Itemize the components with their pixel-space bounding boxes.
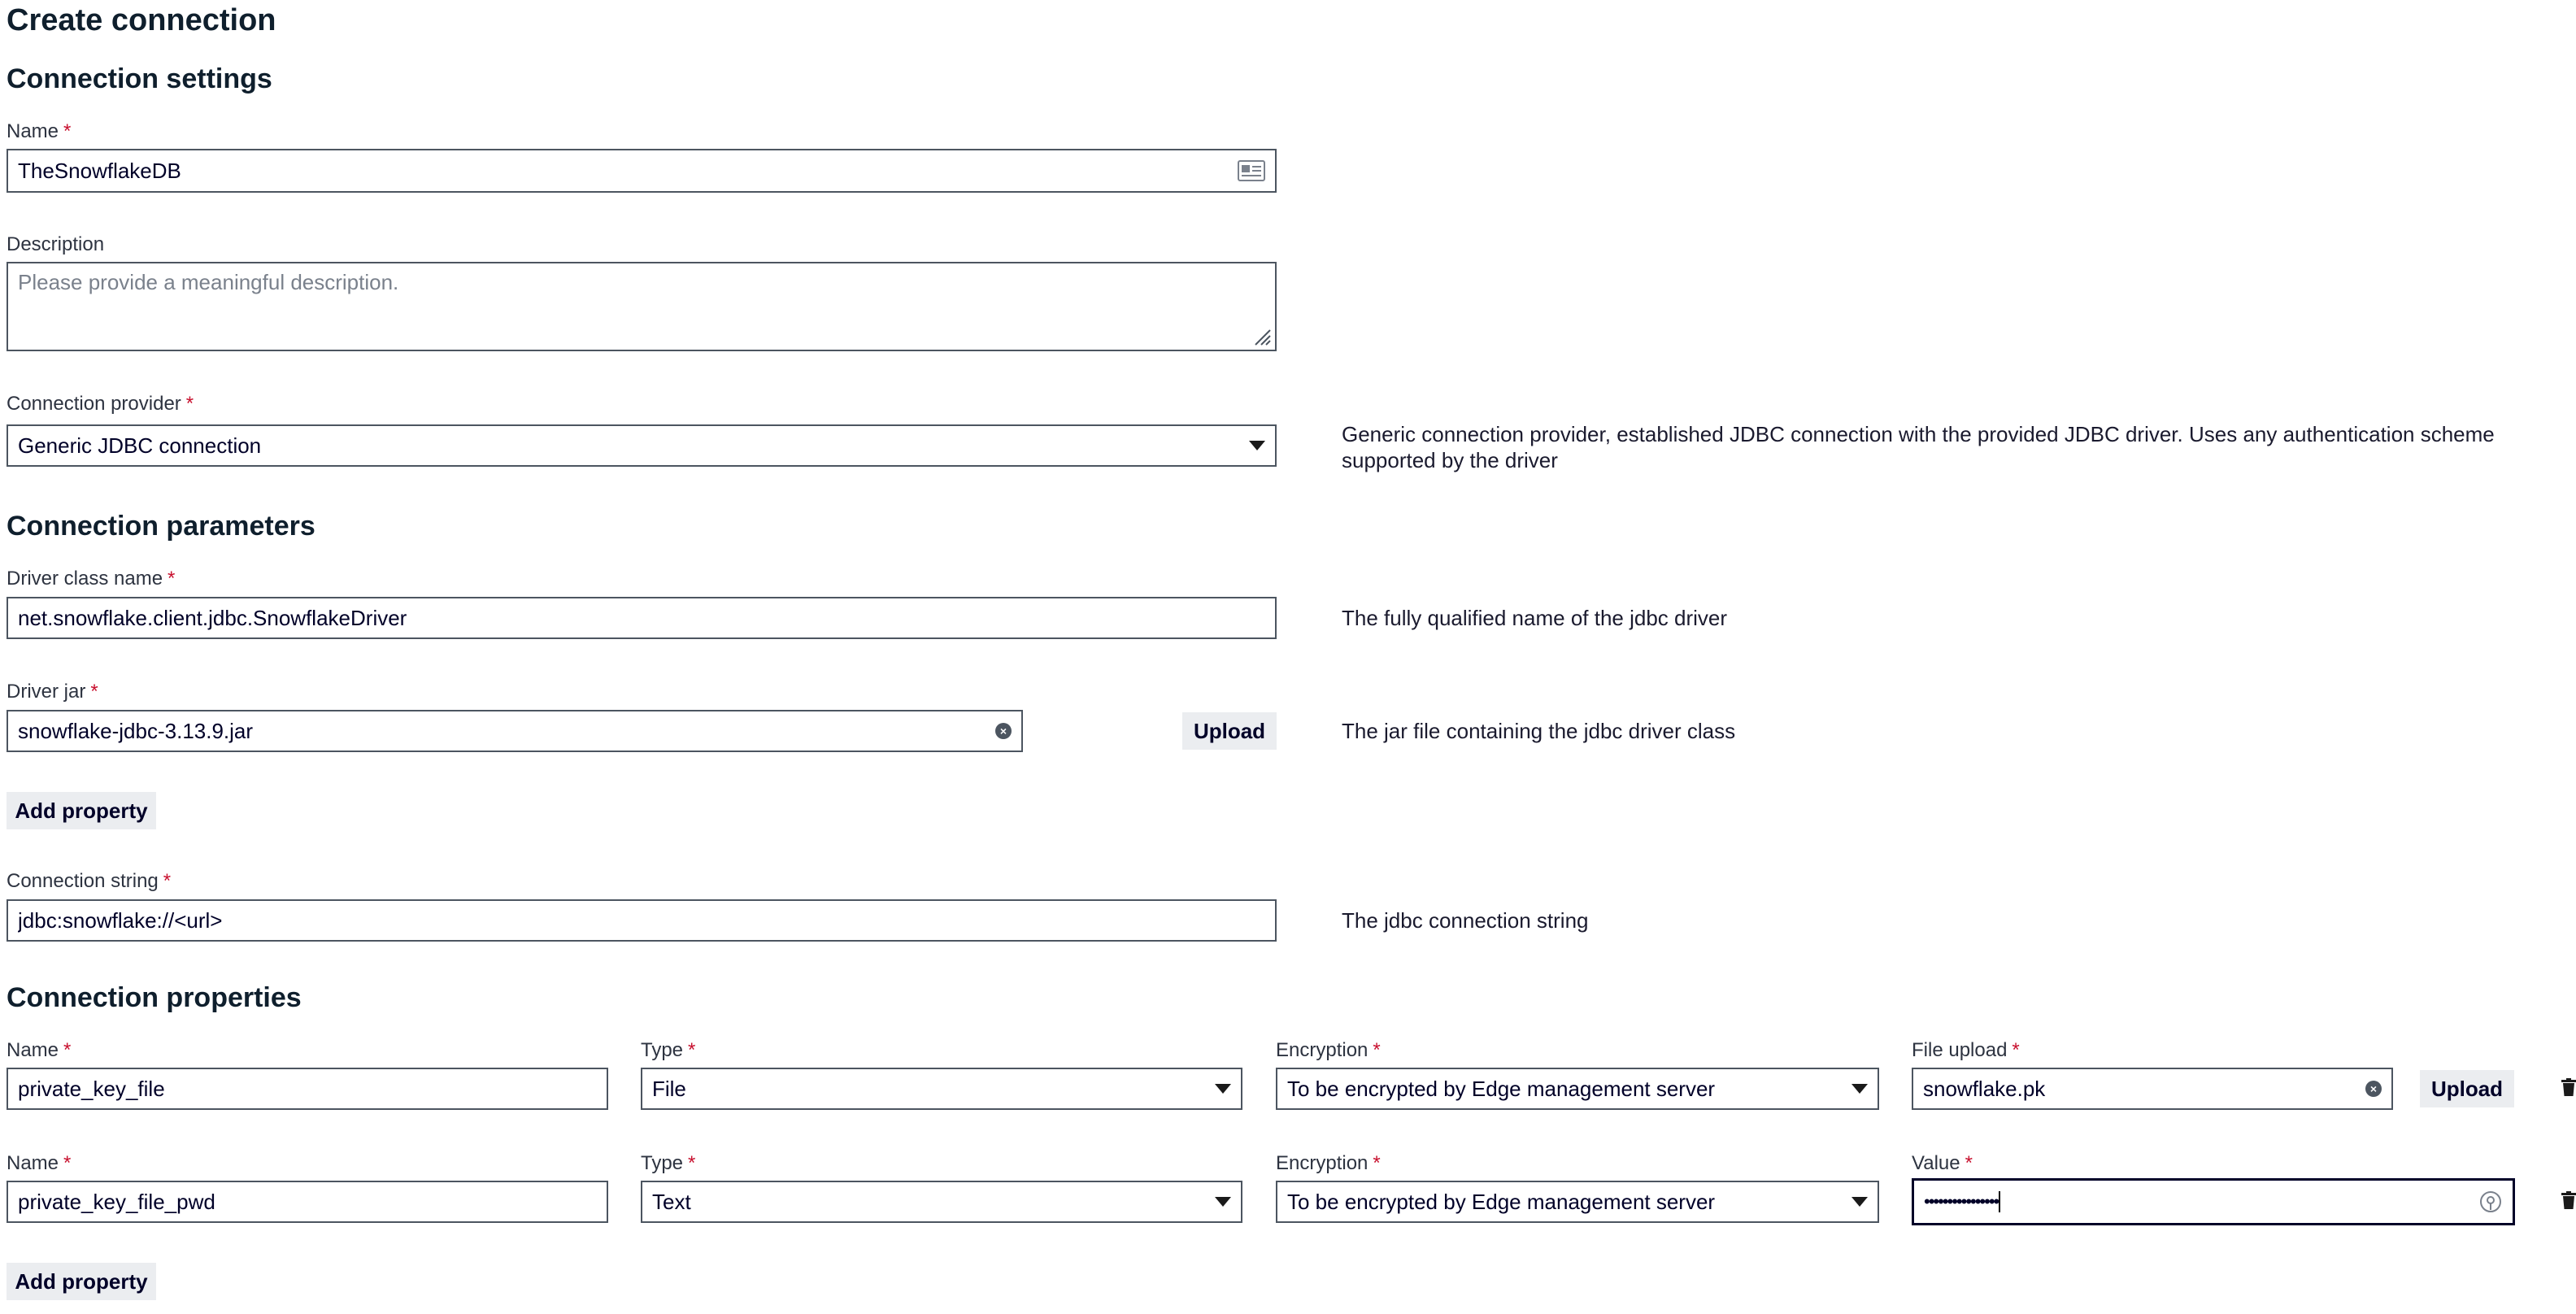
password-reveal-icon[interactable] [2478, 1190, 2503, 1214]
section-heading-parameters: Connection parameters [7, 511, 315, 542]
connection-string-help: The jdbc connection string [1342, 908, 1589, 933]
driver-jar-value: snowflake-jdbc-3.13.9.jar [18, 718, 254, 743]
provider-label: Connection provider * [7, 393, 194, 415]
provider-select[interactable] [7, 424, 1277, 467]
section-heading-settings: Connection settings [7, 63, 272, 94]
property-upload-button[interactable]: Upload [2420, 1070, 2514, 1107]
property-type-value: File [652, 1076, 686, 1101]
chevron-down-icon [1215, 1084, 1231, 1094]
description-textarea[interactable] [7, 262, 1277, 351]
property-encryption-value: To be encrypted by Edge management server [1287, 1076, 1716, 1101]
chevron-down-icon [1249, 441, 1265, 450]
property-file-upload-input[interactable] [1912, 1068, 2393, 1110]
property-value-password-input[interactable] [1912, 1178, 2515, 1225]
property-name-label: Name * [7, 1152, 72, 1174]
connection-string-input[interactable] [7, 899, 1277, 942]
driver-class-help: The fully qualified name of the jdbc driver [1342, 606, 1728, 630]
add-property-button[interactable]: Add property [7, 1263, 156, 1300]
property-type-value: Text [652, 1189, 691, 1214]
property-name-value: private_key_file [18, 1076, 165, 1101]
description-label: Description [7, 233, 105, 255]
driver-class-value: net.snowflake.client.jdbc.SnowflakeDriver [18, 605, 407, 630]
resize-handle-icon[interactable] [1254, 328, 1272, 346]
property-encryption-select[interactable] [1276, 1068, 1879, 1110]
trash-icon[interactable] [2561, 1191, 2576, 1209]
property-file-upload-value: snowflake.pk [1923, 1076, 2046, 1101]
chevron-down-icon [1215, 1197, 1231, 1207]
contact-card-icon [1238, 160, 1265, 181]
connection-string-value: jdbc:snowflake://<url> [18, 907, 223, 933]
property-encryption-label: Encryption * [1276, 1152, 1381, 1174]
add-property-button[interactable]: Add property [7, 792, 156, 829]
property-value-masked: •••••••••••••••• [1924, 1191, 2000, 1212]
chevron-down-icon [1852, 1197, 1868, 1207]
provider-help: Generic connection provider, established JDBC connection with the provided JDBC driver. Uses any authentication scheme supported by the driver [1342, 422, 2495, 472]
property-encryption-label: Encryption * [1276, 1039, 1381, 1061]
name-input[interactable] [7, 149, 1277, 193]
property-encryption-value: To be encrypted by Edge management server [1287, 1189, 1716, 1214]
clear-icon[interactable]: × [995, 723, 1012, 739]
property-name-label: Name * [7, 1039, 72, 1061]
property-type-select[interactable] [641, 1181, 1242, 1223]
driver-jar-help: The jar file containing the jdbc driver class [1342, 719, 1736, 743]
property-name-input[interactable] [7, 1181, 608, 1223]
chevron-down-icon [1852, 1084, 1868, 1094]
name-label: Name * [7, 120, 72, 142]
property-file-upload-label: File upload * [1912, 1039, 2020, 1061]
driver-jar-label: Driver jar * [7, 681, 98, 703]
property-name-value: private_key_file_pwd [18, 1189, 215, 1214]
property-name-input[interactable] [7, 1068, 608, 1110]
driver-class-label: Driver class name * [7, 568, 176, 590]
provider-value: Generic JDBC connection [18, 433, 262, 458]
name-value: TheSnowflakeDB [18, 158, 181, 183]
property-type-label: Type * [641, 1039, 696, 1061]
page-title: Create connection [7, 3, 276, 37]
description-placeholder: Please provide a meaningful description. [18, 270, 399, 294]
property-type-select[interactable] [641, 1068, 1242, 1110]
property-value-label: Value * [1912, 1152, 1973, 1174]
driver-jar-upload-button[interactable]: Upload [1182, 712, 1277, 750]
clear-icon[interactable]: × [2365, 1081, 2382, 1097]
driver-class-input[interactable] [7, 597, 1277, 639]
property-encryption-select[interactable] [1276, 1181, 1879, 1223]
property-type-label: Type * [641, 1152, 696, 1174]
trash-icon[interactable] [2561, 1078, 2576, 1096]
connection-string-label: Connection string * [7, 870, 172, 892]
driver-jar-input[interactable] [7, 710, 1023, 752]
section-heading-properties: Connection properties [7, 982, 302, 1013]
